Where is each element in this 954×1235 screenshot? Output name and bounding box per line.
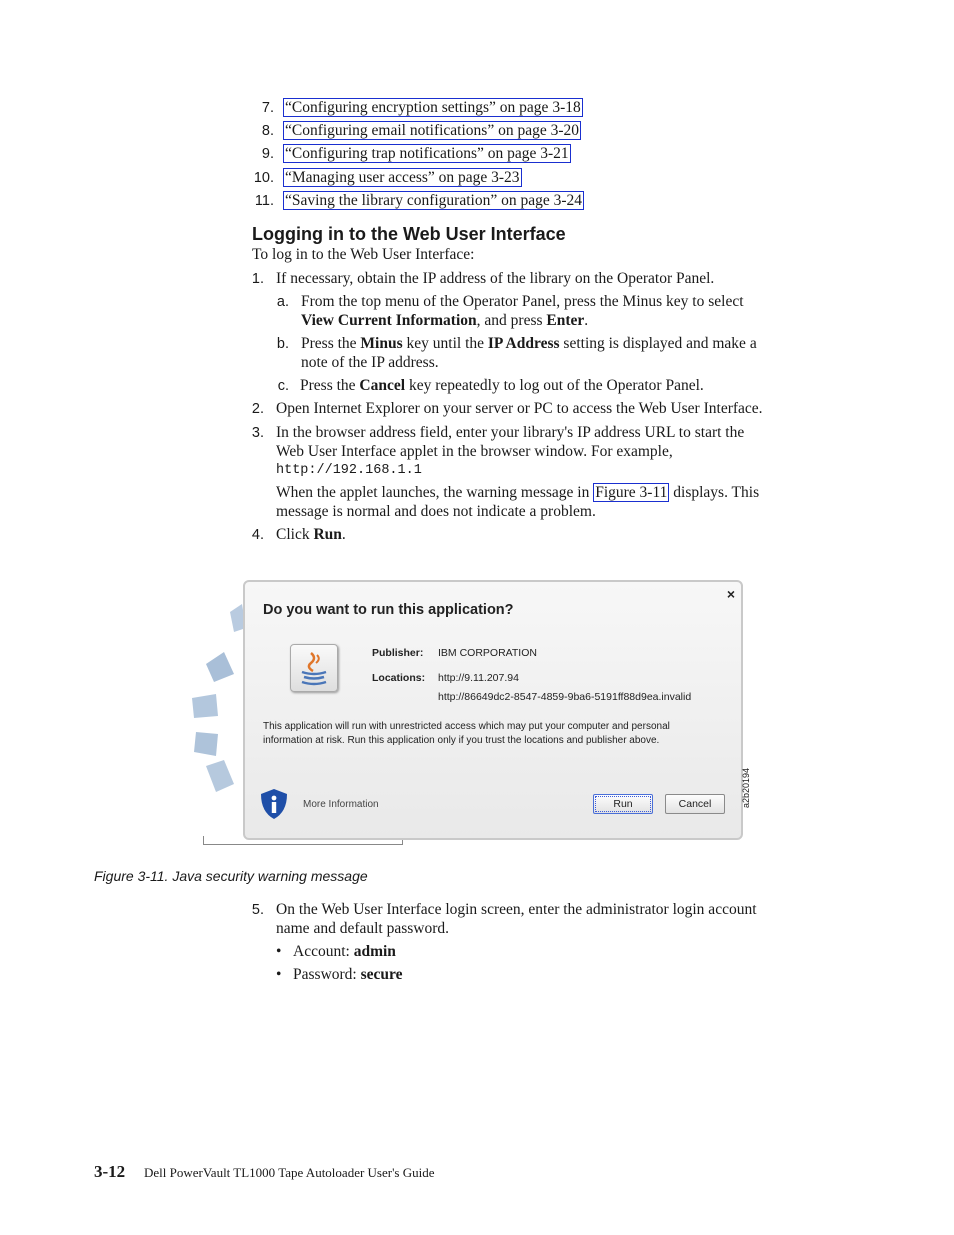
section-intro: To log in to the Web User Interface: bbox=[252, 246, 475, 263]
toc-number: 11. bbox=[254, 193, 274, 209]
step-3-para-line1 bbox=[276, 483, 759, 502]
locations-label: Locations: bbox=[372, 672, 426, 684]
message-line: information at risk. Run this application only if you trust the locations and publisher above. bbox=[263, 735, 660, 746]
step-1a-line1: From the top menu of the Operator Panel, press the Minus key to select bbox=[301, 293, 744, 310]
toc-number: 8. bbox=[261, 123, 274, 139]
step-2-text: Open Internet Explorer on your server or PC to access the Web User Interface. bbox=[276, 400, 763, 417]
dialog-title: Do you want to run this application? bbox=[263, 602, 514, 618]
step-5-line2: name and default password. bbox=[276, 920, 450, 937]
text-fragment: key repeatedly to log out of the Operator Panel. bbox=[405, 377, 704, 394]
figure-java-security-warning bbox=[190, 578, 750, 850]
toc-link-saving-config[interactable]: “Saving the library configuration” on page 3-24 bbox=[285, 192, 582, 209]
message-line: This application will run with unrestricted access which may put your computer and personal bbox=[263, 721, 670, 732]
info-shield-icon bbox=[259, 788, 289, 820]
step-1c-text bbox=[300, 376, 704, 395]
step-3-para-line2: message is normal and does not indicate a problem. bbox=[276, 503, 596, 520]
step-number: 2. bbox=[251, 401, 264, 417]
example-url: http://192.168.1.1 bbox=[276, 463, 422, 478]
step-number: 5. bbox=[251, 902, 264, 918]
bullet: • bbox=[276, 943, 282, 960]
more-information-link[interactable]: More Information bbox=[303, 799, 379, 810]
step-3-line2: Web User Interface applet in the browser window. For example, bbox=[276, 443, 673, 460]
password-label: Password: bbox=[293, 966, 361, 983]
figure-caption: Figure 3-11. Java security warning message bbox=[94, 868, 368, 884]
password-item bbox=[293, 965, 403, 984]
enter-key: Enter bbox=[546, 312, 585, 329]
dialog-message bbox=[263, 720, 713, 748]
account-value: admin bbox=[353, 943, 396, 960]
section-heading: Logging in to the Web User Interface bbox=[252, 224, 566, 244]
toc-link-trap[interactable]: “Configuring trap notifications” on page 3-21 bbox=[285, 145, 569, 162]
view-current-information: View Current Information bbox=[301, 312, 477, 329]
run-label: Run bbox=[313, 526, 342, 543]
substep-letter: b. bbox=[276, 336, 289, 352]
substep-letter: c. bbox=[277, 378, 289, 394]
footer-title: Dell PowerVault TL1000 Tape Autoloader User's Guide bbox=[144, 1165, 435, 1180]
figure-id: a2b20194 bbox=[741, 767, 751, 808]
toc-link-user-access[interactable]: “Managing user access” on page 3-23 bbox=[285, 169, 520, 186]
text-fragment: setting is displayed and make a bbox=[559, 335, 757, 352]
publisher-label: Publisher: bbox=[372, 647, 424, 659]
loading-spinner-decoration bbox=[190, 598, 250, 798]
substep-letter: a. bbox=[276, 294, 289, 310]
toc-number: 10. bbox=[253, 170, 274, 186]
text-fragment: , and press bbox=[476, 312, 547, 329]
close-icon[interactable]: × bbox=[726, 586, 735, 602]
toc-link-encryption[interactable]: “Configuring encryption settings” on page 3-18 bbox=[285, 99, 581, 116]
step-4-text bbox=[276, 525, 346, 544]
location-2: http://86649dc2-8547-4859-9ba6-5191ff88d9ea.invalid bbox=[438, 691, 692, 703]
text-fragment: displays. This bbox=[669, 484, 760, 501]
step-3-line1: In the browser address field, enter your library's IP address URL to start the bbox=[276, 424, 745, 441]
password-value: secure bbox=[360, 966, 403, 983]
bullet: • bbox=[276, 966, 282, 983]
cancel-button[interactable]: Cancel bbox=[665, 794, 725, 814]
publisher-value: IBM CORPORATION bbox=[438, 647, 537, 659]
account-item bbox=[293, 942, 396, 961]
page-number: 3-12 bbox=[94, 1162, 126, 1181]
run-button[interactable]: Run bbox=[593, 794, 653, 814]
minus-key: Minus bbox=[360, 335, 403, 352]
text-fragment: Press the bbox=[300, 377, 360, 394]
text-fragment: Click bbox=[276, 526, 314, 543]
step-number: 4. bbox=[251, 527, 264, 543]
text-fragment: When the applet launches, the warning message in bbox=[276, 484, 594, 501]
ip-address: IP Address bbox=[487, 335, 560, 352]
step-number: 1. bbox=[251, 271, 264, 287]
cancel-key: Cancel bbox=[359, 377, 406, 394]
toc-number: 9. bbox=[261, 146, 274, 162]
text-fragment: Press the bbox=[301, 335, 361, 352]
step-1b-line1 bbox=[301, 334, 757, 353]
text-fragment: . bbox=[341, 526, 346, 543]
account-label: Account: bbox=[293, 943, 354, 960]
step-number: 3. bbox=[251, 425, 264, 441]
step-5-line1: On the Web User Interface login screen, enter the administrator login account bbox=[276, 901, 757, 918]
java-logo-icon bbox=[290, 644, 338, 692]
location-1: http://9.11.207.94 bbox=[438, 672, 519, 684]
step-1-text: If necessary, obtain the IP address of the library on the Operator Panel. bbox=[276, 270, 715, 287]
figure-3-11-link[interactable]: Figure 3-11 bbox=[595, 484, 668, 501]
text-fragment: key until the bbox=[402, 335, 488, 352]
text-fragment: . bbox=[584, 312, 589, 329]
step-1b-line2: note of the IP address. bbox=[301, 354, 439, 371]
toc-link-email[interactable]: “Configuring email notifications” on page 3-20 bbox=[285, 122, 579, 139]
toc-number: 7. bbox=[261, 100, 274, 116]
security-dialog bbox=[243, 580, 743, 840]
step-1a-line2 bbox=[301, 311, 588, 330]
